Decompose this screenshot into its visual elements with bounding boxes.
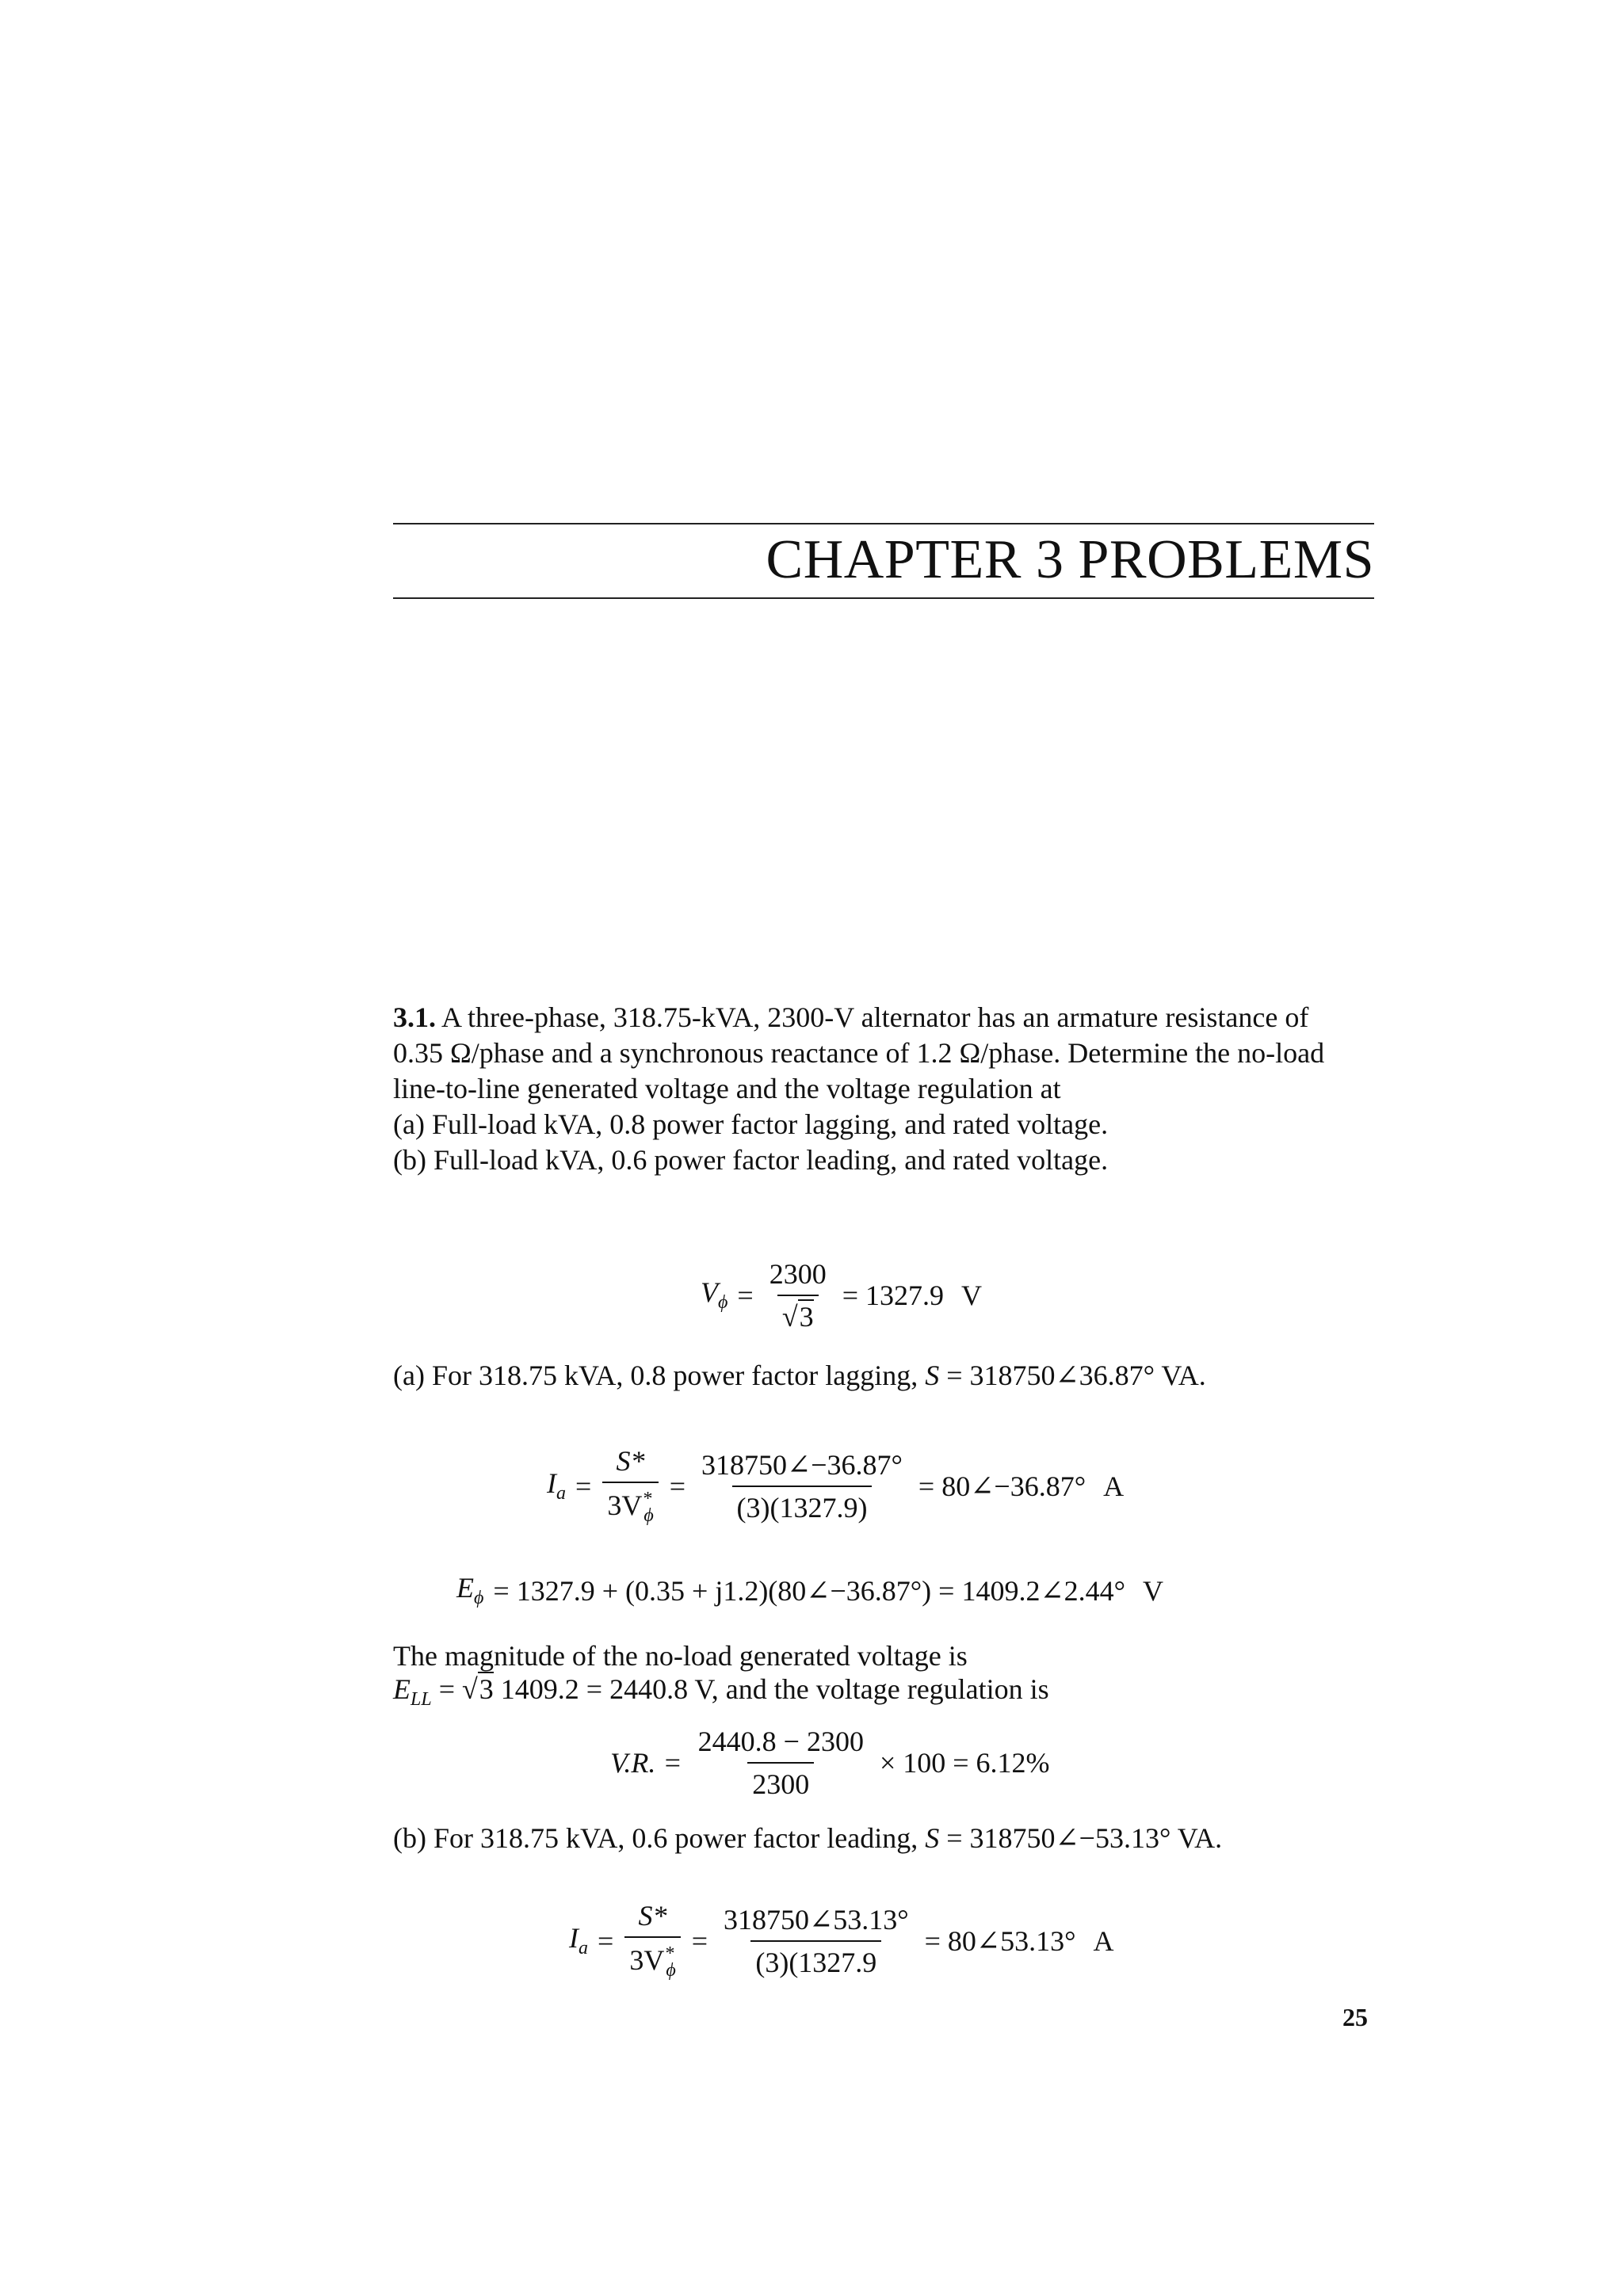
magnitude-line: The magnitude of the no-load generated voltage is (393, 1640, 968, 1672)
statement-line-2: 0.35 Ω/phase and a synchronous reactance of 1.2 Ω/phase. Determine the no-load (393, 1037, 1325, 1069)
equation-generated-voltage: $E_\phi$ = 1327.9 + (0.35 + j1.2)(80∠−36.87°) = 1409.2∠2.44° V (456, 1572, 1164, 1609)
eq2-fraction-1: $\frac{S*}{3V^*_\phi}$ (602, 1447, 658, 1525)
chapter-title: CHAPTER 3 PROBLEMS (766, 529, 1374, 590)
statement-line-4: (a) Full-load kVA, 0.8 power factor lagging, and rated voltage. (393, 1108, 1109, 1140)
bottom-rule (393, 597, 1374, 599)
statement-line-5: (b) Full-load kVA, 0.6 power factor leading, and rated voltage. (393, 1144, 1109, 1176)
eq1-radicand: 3 (799, 1301, 814, 1333)
ell-line: $E_{LL} = √3$ 1409.2 = 2440.8 V, and the voltage regulation is (393, 1673, 1049, 1711)
part-b-intro: (b) For 318.75 kVA, 0.6 power factor leading, S = 318750∠−53.13° VA. (393, 1822, 1223, 1854)
eq1-numerator: 2300 (769, 1258, 827, 1290)
eq5-fraction-2: $\frac{318750\angle 53.13^\circ}{(3)(1327.9}$ (724, 1903, 909, 1978)
eq5-fraction-1: $\frac{S*}{3V^*_\phi}$ (624, 1901, 680, 1980)
eq4-fraction: $\frac{2440.8 - 2300}{2300}$ (697, 1726, 864, 1800)
eq1-unit: V (961, 1280, 983, 1311)
eq2-fraction-2: $\frac{318750\angle-36.87^\circ}{(3)(1327.9)}$ (701, 1448, 903, 1524)
eq1-result: = 1327.9 (842, 1280, 945, 1311)
part-a-intro: (a) For 318.75 kVA, 0.8 power factor lagging, S = 318750∠36.87° VA. (393, 1360, 1206, 1391)
equation-armature-current-a: $I_a$ = $\frac{S*}{3V^*_\phi}$ = $\frac{318750\angle-36.87^\circ}{(3)(1327.9)}$ = 80∠−36.87° A (547, 1445, 1125, 1527)
eq1-fraction: $\frac{2300}{√3}$ (765, 1260, 831, 1331)
equation-armature-current-b: $I_a$ = $\frac{S*}{3V^*_\phi}$ = $\frac{318750\angle 53.13^\circ}{(3)(1327.9}$ = 80∠53.13° A (569, 1900, 1114, 1981)
problem-number: 3.1. (393, 1001, 436, 1033)
problem-statement (393, 1000, 1376, 1178)
statement-line-1: A three-phase, 318.75-kVA, 2300-V alternator has an armature resistance of (441, 1001, 1309, 1033)
equation-voltage-regulation: V.R. = $\frac{2440.8 - 2300}{2300}$ × 100 = 6.12% (610, 1726, 1050, 1800)
statement-line-3: line-to-line generated voltage and the voltage regulation at (393, 1073, 1061, 1104)
top-rule (393, 523, 1374, 524)
eq1-lhs: $V_\phi$ (701, 1276, 728, 1314)
page-number: 25 (1342, 2003, 1368, 2031)
equation-phase-voltage: $V_\phi$ = $\frac{2300}{√3}$ = 1327.9 V (701, 1258, 983, 1333)
